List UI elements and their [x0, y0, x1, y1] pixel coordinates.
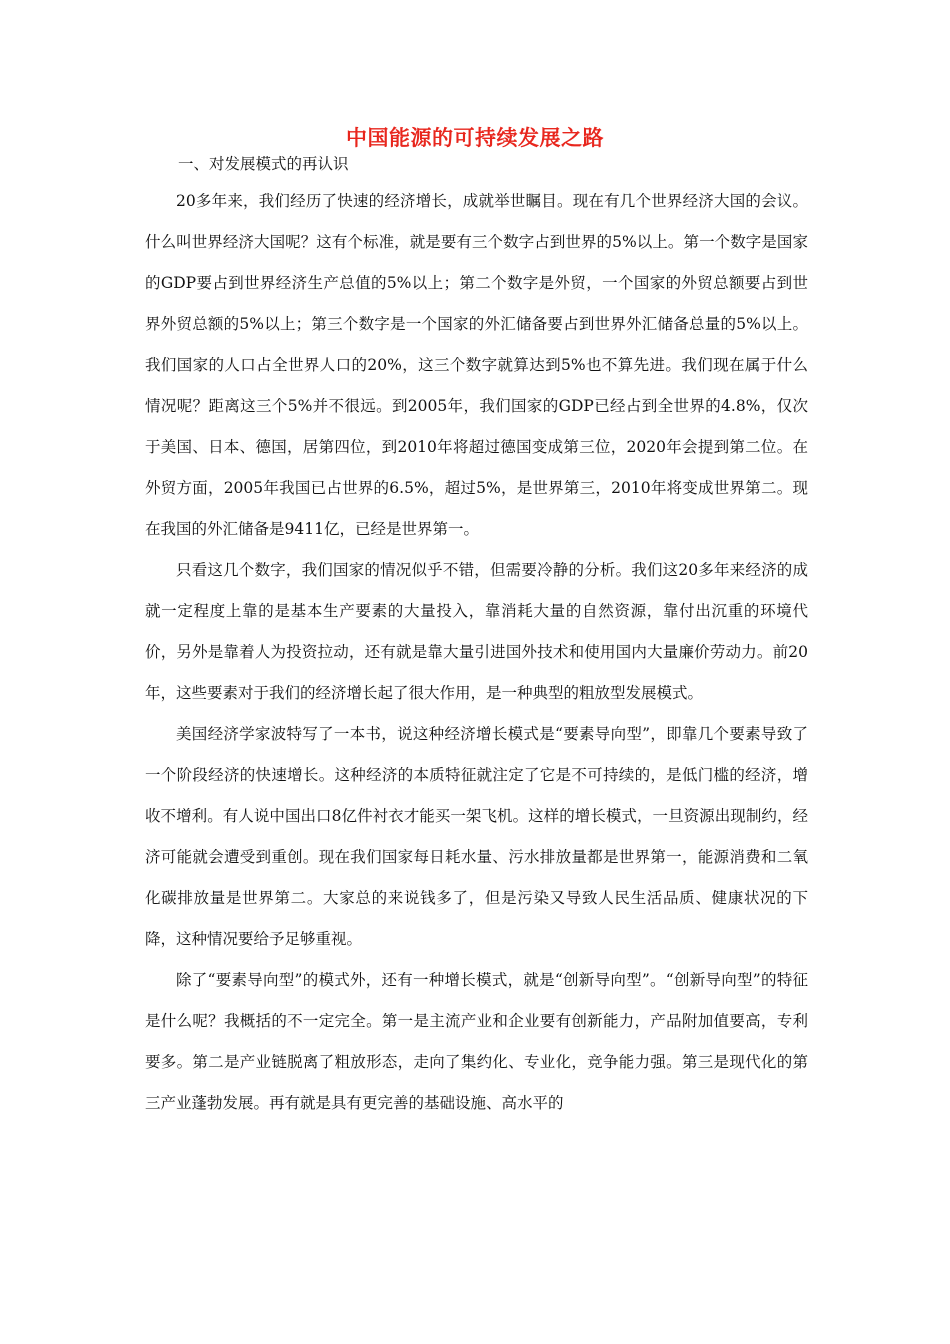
section-heading: 一、对发展模式的再认识 [178, 155, 349, 173]
paragraph: 只看这几个数字，我们国家的情况似乎不错，但需要冷静的分析。我们这20多年来经济的成就一定程度上靠的是基本生产要素的大量投入，靠消耗大量的自然资源，靠付出沉重的环境代价，另外是靠着人为投资拉动，还有就是靠大量引进国外技术和使用国内大量廉价劳动力。前20年，这些要素对于我们的经济增长起了很大作用，是一种典型的粗放型发展模式。 [145, 561, 808, 702]
paragraph: 20多年来，我们经历了快速的经济增长，成就举世瞩目。现在有几个世界经济大国的会议。什么叫世界经济大国呢？这有个标准，就是要有三个数字占到世界的5%以上。第一个数字是国家的GDP要占到世界经济生产总值的5%以上；第二个数字是外贸，一个国家的外贸总额要占到世界外贸总额的5%以上；第三个数字是一个国家的外汇储备要占到世界外汇储备总量的5%以上。我们国家的人口占全世界人口的20%，这三个数字就算达到5%也不算先进。我们现在属于什么情况呢？距离这三个5%并不很远。到2005年，我们国家的GDP已经占到全世界的4.8%，仅次于美国、日本、德国，居第四位，到2010年将超过德国变成第三位，2020年会提到第二位。在外贸方面，2005年我国已占世界的6.5%，超过5%，是世界第三，2010年将变成世界第二。现在我国的外汇储备是9411亿，已经是世界第一。 [145, 192, 808, 538]
document-body [145, 181, 808, 1124]
paragraph: 除了“要素导向型”的模式外，还有一种增长模式，就是“创新导向型”。“创新导向型”的特征是什么呢？我概括的不一定完全。第一是主流产业和企业要有创新能力，产品附加值要高，专利要多。第二是产业链脱离了粗放形态，走向了集约化、专业化，竞争能力强。第三是现代化的第三产业蓬勃发展。再有就是具有更完善的基础设施、高水平的 [145, 971, 808, 1112]
paragraph: 美国经济学家波特写了一本书，说这种经济增长模式是“要素导向型”，即靠几个要素导致了一个阶段经济的快速增长。这种经济的本质特征就注定了它是不可持续的，是低门槛的经济，增收不增利。有人说中国出口8亿件衬衣才能买一架飞机。这样的增长模式，一旦资源出现制约，经济可能就会遭受到重创。现在我们国家每日耗水量、污水排放量都是世界第一，能源消费和二氧化碳排放量是世界第二。大家总的来说钱多了，但是污染又导致人民生活品质、健康状况的下降，这种情况要给予足够重视。 [145, 725, 808, 948]
document-title: 中国能源的可持续发展之路 [346, 125, 604, 150]
